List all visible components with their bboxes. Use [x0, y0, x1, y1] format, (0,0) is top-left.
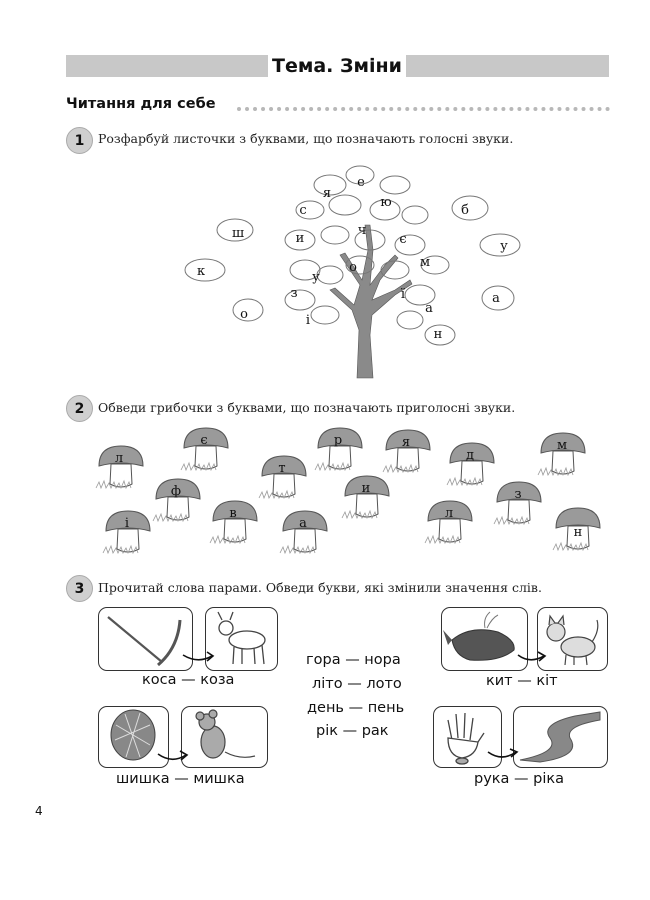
- leaf-letter: к: [196, 264, 206, 279]
- cat-icon: [547, 616, 598, 665]
- leaf-letter: с: [299, 203, 307, 218]
- mushroom-letter: ф: [170, 484, 182, 499]
- leaf-letter: у: [312, 270, 320, 285]
- mushroom-letter: і: [124, 516, 130, 531]
- task-1-text: Розфарбуй листочки з буквами, що позначають голосні звуки.: [98, 131, 514, 146]
- mushroom-letter: р: [333, 433, 343, 448]
- leaf-letter: ш: [231, 226, 245, 241]
- task-3-number: 3: [66, 575, 93, 602]
- task-1-number: 1: [66, 127, 93, 154]
- leaf-letter: и: [295, 231, 305, 246]
- mushroom-letter: н: [573, 525, 583, 540]
- word-pair: гора — нора: [306, 652, 401, 668]
- mouse-icon: [196, 710, 255, 758]
- leaf-letter: у: [500, 239, 508, 254]
- leaf-letter: е: [357, 175, 365, 190]
- leaf-letter: а: [425, 301, 433, 316]
- leaf-letter: з: [290, 286, 298, 301]
- word-pair-caption: кит — кіт: [486, 673, 558, 689]
- task-3-text: Прочитай слова парами. Обведи букви, які змінили значення слів.: [98, 580, 542, 595]
- mushroom-letter: и: [361, 481, 371, 496]
- leaf-letter: а: [492, 291, 500, 306]
- mushroom-letter: л: [444, 506, 454, 521]
- mushroom-letter: л: [114, 451, 124, 466]
- word-pair-caption: коса — коза: [142, 672, 235, 688]
- word-pair: рік — рак: [316, 723, 389, 739]
- hand-icon: [448, 713, 484, 764]
- leaf-letter: н: [433, 327, 443, 342]
- task-2-text: Обведи грибочки з буквами, що позначають приголосні звуки.: [98, 400, 516, 415]
- leaf-letter: я: [322, 186, 332, 201]
- word-pair: літо — лото: [312, 676, 402, 692]
- leaf-letter: ї: [400, 287, 406, 302]
- leaf-letter: ч: [357, 223, 367, 238]
- leaf-letter: б: [461, 203, 469, 218]
- leaf-letter: о: [240, 307, 248, 322]
- scythe-icon: [108, 617, 180, 665]
- mushroom-letter: є: [200, 433, 208, 448]
- leaf-letter: м: [419, 255, 431, 270]
- mushroom-letter: м: [556, 438, 568, 453]
- mushroom-letter: в: [229, 506, 237, 521]
- goat-icon: [218, 612, 265, 664]
- river-icon: [520, 712, 600, 762]
- section-title: Читання для себе: [66, 96, 216, 112]
- mushroom-letter: я: [401, 435, 411, 450]
- mushroom-letter: т: [278, 461, 286, 476]
- page-number: 4: [35, 804, 43, 818]
- leaf-letter: ю: [380, 195, 392, 210]
- mushroom-letter: д: [465, 448, 475, 463]
- word-pair-caption: шишка — мишка: [116, 771, 245, 787]
- mushroom-letter: з: [514, 487, 522, 502]
- leaf-letter: і: [305, 313, 311, 328]
- whale-icon: [443, 612, 514, 660]
- leaf-letter: є: [399, 232, 407, 247]
- task-2-number: 2: [66, 395, 93, 422]
- word-pair: день — пень: [307, 700, 405, 716]
- pinecone-icon: [111, 710, 155, 760]
- mushroom-letter: а: [299, 516, 307, 531]
- leaf-letter: о: [349, 260, 357, 275]
- word-pair-caption: рука — ріка: [474, 771, 565, 787]
- page-title: Тема. Зміни: [268, 50, 406, 82]
